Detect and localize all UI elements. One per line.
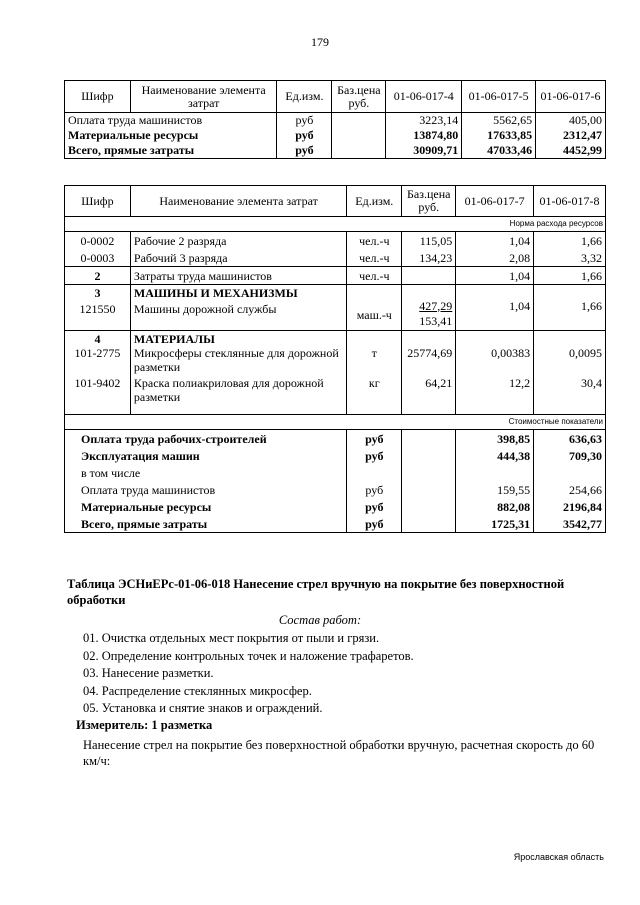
table-row xyxy=(65,430,606,448)
item-unit: т xyxy=(371,346,377,360)
cost-table-2 xyxy=(64,185,606,533)
row-unit: руб xyxy=(277,113,332,129)
header-code: Шифр xyxy=(65,81,131,113)
row-value: 398,85 xyxy=(456,430,534,448)
row-value: 2196,84 xyxy=(534,498,606,515)
row-value: 1,04 xyxy=(456,267,534,285)
item-unit: кг xyxy=(368,376,380,390)
header-col-6: 01-06-017-6 xyxy=(536,81,606,113)
table-row xyxy=(65,464,606,481)
table-row xyxy=(65,515,606,533)
row-value: 0,00383 xyxy=(491,346,531,360)
row-value: 2312,47 xyxy=(536,128,606,143)
header-unit: Ед.изм. xyxy=(347,186,402,217)
row-value: 0,0095 xyxy=(569,346,602,360)
table-row xyxy=(65,232,606,250)
row-value: 2,08 xyxy=(456,249,534,267)
note-cost: Стоимостные показатели xyxy=(456,415,606,430)
row-name: в том числе xyxy=(65,464,347,481)
row-value: 1,66 xyxy=(534,267,606,285)
row-name: Всего, прямые затраты xyxy=(65,143,277,159)
row-value: 3,32 xyxy=(534,249,606,267)
note-norm: Норма расхода ресурсов xyxy=(456,217,606,232)
row-value: 3542,77 xyxy=(534,515,606,533)
row-unit: руб xyxy=(347,481,402,498)
row-value: 444,38 xyxy=(456,447,534,464)
row-value: 1,66 xyxy=(534,285,606,331)
description: Нанесение стрел на покрытие без поверхностной обработки вручную, расчетная скорость до 60 км/ч: xyxy=(83,738,595,768)
table-row xyxy=(65,143,606,159)
row-price: 134,23 xyxy=(402,249,456,267)
item-price: 64,21 xyxy=(425,376,453,390)
row-price xyxy=(402,267,456,285)
section-row-materials xyxy=(65,331,606,415)
row-name: Рабочие 2 разряда xyxy=(130,232,346,250)
row-value: 3223,14 xyxy=(386,113,462,129)
row-unit: чел.-ч xyxy=(347,267,402,285)
row-name: Затраты труда машинистов xyxy=(130,267,346,285)
work-item: 01. Очистка отдельных мест покрытия от пыли и грязи. xyxy=(83,631,380,645)
section-title: Таблица ЭСНиЕРс-01-06-018 Нанесение стрел вручную на покрытие без поверхностной обработки xyxy=(67,577,565,607)
item-code: 101-2775 xyxy=(74,346,121,360)
row-name: Эксплуатация машин xyxy=(65,447,347,464)
item-code: 101-9402 xyxy=(74,376,121,390)
header-price: Баз.цена руб. xyxy=(332,81,386,113)
header-col-5: 01-06-017-5 xyxy=(462,81,536,113)
header-price: Баз.цена руб. xyxy=(402,186,456,217)
row-name: Оплата труда рабочих-строителей xyxy=(65,430,347,448)
row-value: 1725,31 xyxy=(456,515,534,533)
item-price: 25774,69 xyxy=(407,346,453,360)
row-name: Оплата труда машинистов xyxy=(65,113,277,129)
row-unit: чел.-ч xyxy=(347,232,402,250)
item-name: Машины дорожной службы xyxy=(133,302,277,316)
section-title: МАТЕРИАЛЫ xyxy=(133,332,215,346)
row-unit: руб xyxy=(347,430,402,448)
row-value: 13874,80 xyxy=(386,128,462,143)
header-col-4: 01-06-017-4 xyxy=(386,81,462,113)
header-code: Шифр xyxy=(65,186,131,217)
section-row-machines xyxy=(65,285,606,331)
work-item: 04. Распределение стеклянных микросфер. xyxy=(83,684,312,698)
row-price: 115,05 xyxy=(402,232,456,250)
row-value: 12,2 xyxy=(509,376,531,390)
row-value: 47033,46 xyxy=(462,143,536,159)
row-value: 17633,85 xyxy=(462,128,536,143)
row-unit: руб xyxy=(347,515,402,533)
section-title: МАШИНЫ И МЕХАНИЗМЫ xyxy=(133,286,298,300)
row-value: 1,04 xyxy=(456,285,534,331)
work-item: 05. Установка и снятие знаков и ограждений. xyxy=(83,701,323,715)
work-item: 03. Нанесение разметки. xyxy=(83,666,214,680)
table-row xyxy=(65,128,606,143)
row-code: 0-0002 xyxy=(65,232,131,250)
table-row xyxy=(65,113,606,129)
row-value: 4452,99 xyxy=(536,143,606,159)
row-unit: чел.-ч xyxy=(347,249,402,267)
row-value: 709,30 xyxy=(534,447,606,464)
row-value: 1,66 xyxy=(534,232,606,250)
row-value: 159,55 xyxy=(456,481,534,498)
item-name: Микросферы стеклянные для дорожной разметки xyxy=(133,346,339,374)
row-unit: руб xyxy=(277,143,332,159)
row-name: Материальные ресурсы xyxy=(65,128,277,143)
item-unit: маш.-ч xyxy=(347,285,402,331)
page-number: 179 xyxy=(311,35,329,49)
row-value: 882,08 xyxy=(456,498,534,515)
row-value: 30909,71 xyxy=(386,143,462,159)
table-row xyxy=(65,447,606,464)
row-value: 30,4 xyxy=(581,376,602,390)
row-unit: руб xyxy=(277,128,332,143)
header-col-8: 01-06-017-8 xyxy=(534,186,606,217)
row-value: 5562,65 xyxy=(462,113,536,129)
table-row xyxy=(65,249,606,267)
table-row xyxy=(65,267,606,285)
row-name: Оплата труда машинистов xyxy=(65,481,347,498)
row-code: 2 xyxy=(65,267,131,285)
item-name: Краска полиакриловая для дорожной разметки xyxy=(133,376,324,404)
row-value: 636,63 xyxy=(534,430,606,448)
meter-label: Измеритель: 1 разметка xyxy=(76,718,213,732)
works-title: Состав работ: xyxy=(278,613,362,627)
table-row xyxy=(65,481,606,498)
header-unit: Ед.изм. xyxy=(277,81,332,113)
footer-region: Ярославская область xyxy=(513,852,604,862)
row-value: 254,66 xyxy=(534,481,606,498)
row-name: Материальные ресурсы xyxy=(65,498,347,515)
work-item: 02. Определение контрольных точек и наложение трафаретов. xyxy=(83,649,414,663)
header-name: Наименование элемента затрат xyxy=(130,186,346,217)
header-name: Наименование элемента затрат xyxy=(130,81,277,113)
row-value: 1,04 xyxy=(456,232,534,250)
row-code: 0-0003 xyxy=(65,249,131,267)
row-unit: руб xyxy=(347,447,402,464)
section-code: 3 xyxy=(94,286,101,300)
item-code: 121550 xyxy=(79,302,116,316)
row-unit: руб xyxy=(347,498,402,515)
table-row xyxy=(65,498,606,515)
row-name: Рабочий 3 разряда xyxy=(130,249,346,267)
row-value: 405,00 xyxy=(536,113,606,129)
row-name: Всего, прямые затраты xyxy=(65,515,347,533)
item-price-a: 427,29 xyxy=(419,298,453,313)
section-code: 4 xyxy=(94,332,101,346)
header-col-7: 01-06-017-7 xyxy=(456,186,534,217)
cost-table-1 xyxy=(64,80,606,159)
item-price-b: 153,41 xyxy=(419,313,453,328)
